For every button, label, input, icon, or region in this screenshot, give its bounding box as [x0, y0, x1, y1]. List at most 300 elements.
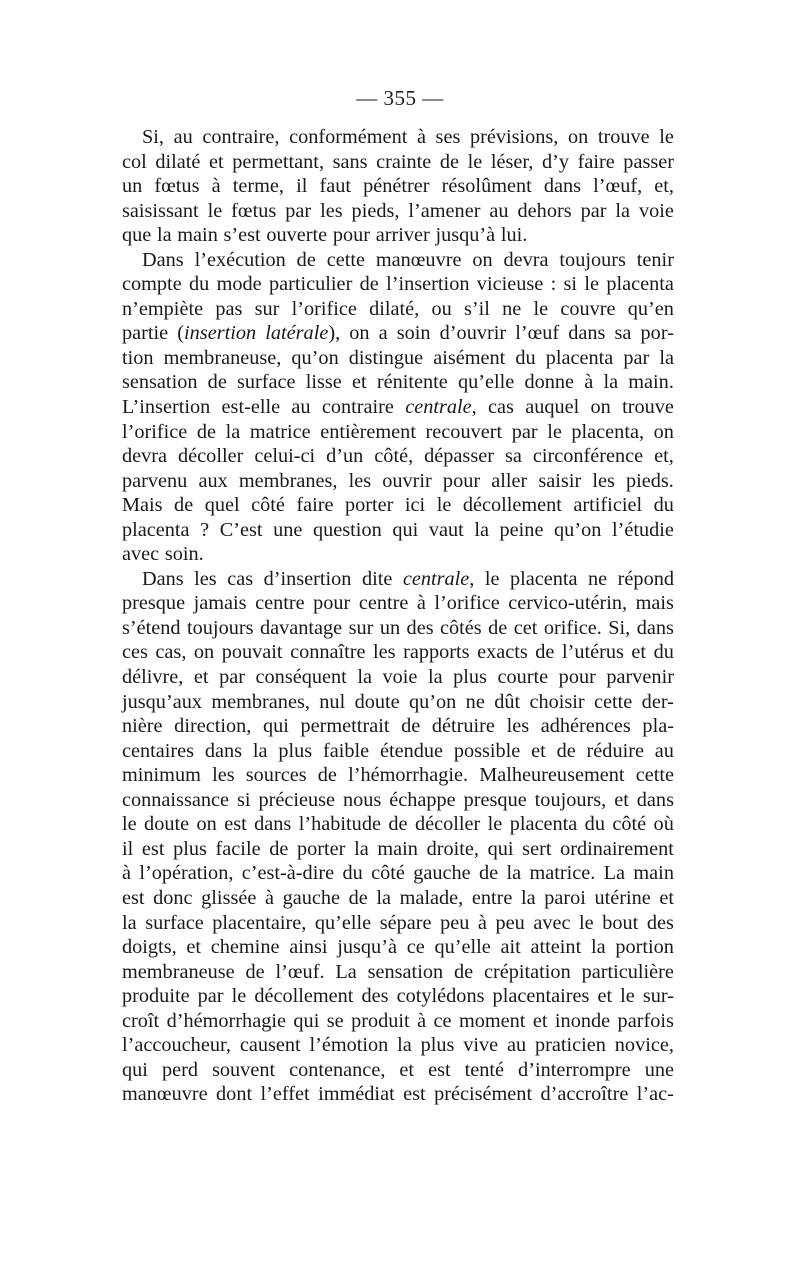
word: contraire,	[202, 126, 280, 148]
word: jamais	[193, 592, 247, 615]
text-line	[122, 248, 674, 273]
word: les	[212, 764, 235, 787]
text-line	[122, 199, 674, 224]
word: de	[453, 960, 474, 983]
word: connaître	[290, 641, 366, 664]
word: dans	[204, 739, 243, 762]
word: la	[225, 420, 241, 443]
word: du	[342, 862, 363, 885]
word: le	[231, 985, 247, 1008]
word: peine	[499, 518, 544, 541]
word: voie	[382, 666, 418, 689]
word: précisément	[434, 1083, 533, 1106]
word: ?	[200, 518, 210, 541]
word: précieuse	[258, 788, 336, 811]
text-line	[122, 739, 674, 764]
text-line	[122, 346, 674, 371]
word: des	[361, 985, 389, 1008]
word: se	[326, 1009, 344, 1032]
text-line	[122, 861, 674, 886]
word: par	[197, 985, 224, 1008]
word: le	[579, 911, 594, 934]
word: devra	[122, 445, 168, 468]
word: ou	[431, 297, 452, 320]
word: de	[296, 248, 316, 271]
word: saisissant	[122, 199, 199, 222]
word: sépare	[379, 911, 432, 934]
word: l’émotion	[309, 1034, 389, 1057]
word: recouvert	[425, 420, 503, 443]
word: entre	[471, 886, 513, 909]
word: pas	[215, 297, 243, 320]
word: le	[533, 297, 549, 320]
text-line	[122, 788, 674, 813]
word: côtés	[440, 616, 482, 639]
text-line	[122, 567, 674, 592]
word: porter	[297, 837, 346, 860]
word: du	[189, 273, 210, 296]
word: soin.	[164, 543, 204, 566]
word: ses	[435, 126, 461, 148]
word: plus	[453, 666, 487, 689]
text-line	[122, 960, 674, 985]
word: l’œuf	[515, 322, 560, 345]
text-line	[122, 665, 674, 690]
text-line	[122, 125, 674, 150]
word: au	[489, 199, 509, 222]
word: résolûment	[441, 175, 532, 198]
word: centrale,	[405, 396, 477, 419]
body-text	[122, 125, 674, 1107]
word: côté	[371, 862, 405, 885]
word: membranes,	[238, 469, 338, 492]
word: centrale,	[402, 567, 475, 590]
word: qu’elle	[434, 936, 491, 959]
word: perd	[161, 1058, 198, 1081]
word: les	[506, 715, 530, 738]
word: l’opération,	[139, 862, 234, 885]
word: s’il	[463, 297, 490, 320]
word: voie	[639, 199, 674, 222]
word: centre	[358, 592, 409, 615]
word: côté	[612, 813, 647, 836]
word: celui-ci	[254, 445, 316, 468]
word: lui.	[500, 224, 528, 247]
word: aller	[491, 469, 528, 492]
word: placenta	[509, 813, 578, 836]
word: par	[219, 666, 245, 689]
word: devra	[503, 248, 549, 271]
text-line	[122, 297, 674, 322]
word: l’amener	[408, 199, 481, 222]
word: nous	[342, 788, 382, 811]
word: à	[122, 862, 132, 885]
word: la	[427, 666, 443, 689]
word: côté,	[374, 445, 414, 468]
word: du	[653, 641, 674, 664]
word: exacts	[477, 641, 528, 664]
text-line	[122, 370, 674, 395]
word: qui	[392, 518, 419, 541]
word: dans	[568, 322, 606, 345]
text-line	[122, 395, 674, 420]
word: la	[357, 666, 372, 689]
word: l’habitude	[298, 813, 381, 836]
word: si	[563, 273, 578, 296]
word: ouverte	[266, 224, 328, 247]
word: cas	[488, 396, 514, 419]
word: placenta	[509, 567, 578, 590]
word: circonférence	[532, 445, 644, 468]
word: répond	[617, 567, 674, 590]
word: produit	[351, 1009, 410, 1032]
word: placentaire,	[212, 911, 307, 934]
word: main	[633, 862, 674, 885]
word: L’insertion	[122, 396, 211, 419]
word: trouve	[622, 396, 674, 419]
word: jusqu’aux	[122, 690, 202, 713]
word: trouve	[597, 126, 650, 148]
word: centre	[255, 592, 305, 615]
word: le	[659, 126, 674, 148]
word: ouvrir	[382, 469, 432, 492]
word: au	[291, 396, 311, 419]
word: glissée	[201, 886, 257, 909]
word: dans	[636, 616, 674, 639]
word: vive	[463, 1034, 499, 1057]
word: distingue	[348, 346, 424, 369]
word: ici	[404, 494, 426, 517]
word: à	[584, 371, 594, 394]
word: bout	[602, 911, 639, 934]
word: la	[590, 936, 606, 959]
page-number: — 355 —	[356, 86, 444, 110]
word: nul	[319, 690, 346, 713]
text-line	[122, 591, 674, 616]
word: s’étend	[122, 616, 181, 639]
word: conformément	[289, 126, 408, 148]
word: on	[590, 396, 611, 419]
word: la	[122, 911, 137, 934]
word: le	[467, 150, 483, 173]
word: à	[211, 175, 221, 198]
word: à	[416, 126, 426, 148]
word: Si,	[142, 126, 164, 148]
word: permettant,	[232, 150, 325, 173]
word: presque	[463, 788, 527, 811]
word: dite	[361, 567, 393, 590]
word: un	[122, 175, 143, 198]
word: d’y	[541, 150, 569, 173]
word: jusqu’à	[337, 936, 397, 959]
word: ordinairement	[560, 837, 674, 860]
word: partie	[122, 322, 169, 345]
word: détruire	[431, 715, 495, 738]
word: si	[236, 788, 251, 811]
text-line	[122, 493, 674, 518]
word: d’ouvrir	[439, 322, 507, 345]
word: avec	[122, 543, 160, 566]
word: latérale),	[265, 322, 341, 345]
word: et	[532, 1009, 548, 1032]
word: les	[194, 567, 217, 590]
word: plus	[278, 739, 313, 762]
word: qui	[293, 1009, 320, 1032]
word: au	[507, 1034, 527, 1057]
word: jusqu’à	[435, 224, 496, 247]
text-line	[122, 518, 674, 543]
word: contraire	[321, 396, 394, 419]
word: qui	[122, 1058, 148, 1081]
word: produite	[122, 985, 190, 1008]
word: adhérences	[540, 715, 631, 738]
word: pouvait	[221, 641, 283, 664]
word: est	[122, 886, 145, 909]
word: un	[379, 616, 401, 639]
word: parfois	[617, 1009, 674, 1032]
word: décollement	[462, 494, 562, 517]
word: délivre,	[122, 666, 184, 689]
word: matrice.	[529, 862, 596, 885]
word: le	[584, 273, 599, 296]
word: terme,	[232, 175, 284, 198]
word: à	[416, 592, 426, 615]
word: tenté	[464, 1058, 505, 1081]
word: la	[156, 224, 172, 247]
word: qu’on	[408, 690, 457, 713]
word: le	[487, 813, 503, 836]
text-line	[122, 690, 674, 715]
word: droite,	[426, 837, 479, 860]
word: direction,	[174, 715, 252, 738]
word: peu	[495, 911, 525, 934]
word: malade,	[399, 886, 464, 909]
word: de	[196, 420, 217, 443]
text-line	[122, 174, 674, 199]
word: La	[603, 862, 626, 885]
word: dépasser	[424, 445, 494, 468]
word: fœtus	[231, 199, 277, 222]
word: Dans	[142, 567, 184, 590]
word: croît	[122, 1009, 160, 1032]
word: de	[269, 837, 289, 860]
word: praticien	[535, 1034, 606, 1057]
word: est	[224, 813, 247, 836]
word: le	[207, 199, 223, 222]
word: sur	[348, 616, 374, 639]
word: la	[520, 886, 536, 909]
word: toujours,	[534, 788, 607, 811]
word: échappe	[389, 788, 456, 811]
word: est-elle	[221, 396, 281, 419]
word: couvre	[560, 297, 616, 320]
text-line	[122, 886, 674, 911]
word: de	[439, 150, 460, 173]
word: rénitente	[376, 371, 448, 394]
word: de	[478, 862, 499, 885]
word: passer	[623, 150, 674, 173]
word: qu’on	[554, 518, 602, 541]
word: que	[122, 224, 152, 247]
word: on	[349, 322, 370, 345]
word: l’accoucheur,	[122, 1034, 231, 1057]
word: d’interrompre	[518, 1058, 631, 1081]
word: C’est	[219, 518, 263, 541]
text-line	[122, 1082, 674, 1107]
word: saisir	[538, 469, 582, 492]
word: mais	[635, 592, 674, 615]
word: par	[285, 199, 312, 222]
word: à	[477, 911, 487, 934]
word: novice,	[614, 1034, 674, 1057]
word: cet	[513, 616, 538, 639]
word: pour	[332, 224, 371, 247]
word: quel	[204, 494, 240, 517]
word: placentaires	[492, 985, 590, 1008]
word: le	[436, 494, 452, 517]
text-line	[122, 911, 674, 936]
word: et	[399, 1058, 415, 1081]
word: qu’elle	[314, 911, 372, 934]
word: la	[603, 371, 619, 394]
word: cette	[594, 690, 633, 713]
word: au	[173, 126, 193, 148]
word: crépitation	[483, 960, 571, 983]
word: :	[550, 273, 557, 296]
word: manœuvre	[375, 248, 462, 271]
word: sur	[254, 297, 280, 320]
word: manœuvre	[122, 1083, 208, 1106]
word: minimum	[122, 764, 201, 787]
text-line	[122, 542, 674, 567]
word: ce	[433, 1009, 452, 1032]
word: chemine	[210, 936, 280, 959]
word: on	[653, 420, 674, 443]
word: gauche	[413, 862, 471, 885]
word: tenir	[636, 248, 674, 271]
text-line	[122, 223, 674, 248]
word: crainte	[376, 150, 432, 173]
word: à	[417, 1009, 427, 1032]
word: tion	[122, 346, 154, 369]
word: placenta	[122, 518, 190, 541]
word: dans	[543, 175, 582, 198]
word: faire	[296, 494, 334, 517]
word: placenta	[545, 346, 614, 369]
word: de	[488, 616, 508, 639]
word: pieds.	[625, 469, 674, 492]
word: au	[654, 739, 674, 762]
word: de	[556, 739, 576, 762]
word: doute	[144, 813, 190, 836]
word: compte	[122, 273, 182, 296]
word: de	[359, 273, 379, 296]
word: décoller	[414, 813, 481, 836]
text-line	[122, 640, 674, 665]
word: les	[592, 469, 615, 492]
word: l’ac-	[636, 1083, 674, 1106]
word: davantage	[259, 616, 343, 639]
word: porter	[345, 494, 394, 517]
word: mode	[216, 273, 262, 296]
word: l’orifice	[291, 297, 357, 320]
word: d’un	[326, 445, 364, 468]
word: Si,	[608, 616, 631, 639]
text-line	[122, 444, 674, 469]
word: on	[196, 813, 217, 836]
word: col	[122, 150, 147, 173]
word: est	[428, 1058, 451, 1081]
word: Malheureusement	[479, 764, 625, 787]
word: membraneuse,	[163, 346, 282, 369]
word: on	[472, 248, 493, 271]
word: de	[207, 371, 227, 394]
word: et	[614, 788, 629, 811]
word: de	[174, 494, 194, 517]
word: dont	[216, 1083, 253, 1106]
word: parvenir	[606, 666, 674, 689]
word: sensation	[367, 960, 444, 983]
word: soin	[396, 322, 431, 345]
word: doute	[354, 690, 400, 713]
word: surface	[237, 371, 296, 394]
word: moment	[458, 1009, 526, 1032]
word: s’est	[223, 224, 261, 247]
word: et	[597, 985, 613, 1008]
word: pénétrer	[363, 175, 430, 198]
word: cervico-utérin,	[508, 592, 628, 615]
word: de	[401, 715, 421, 738]
word: cas,	[155, 641, 187, 664]
word: dehors	[517, 199, 572, 222]
word: la	[615, 199, 631, 222]
word: ne	[465, 690, 485, 713]
word: fœtus	[154, 175, 200, 198]
word: il	[122, 837, 134, 860]
word: atteint	[530, 936, 582, 959]
word: qu’on	[291, 346, 339, 369]
word: matrice	[249, 420, 311, 443]
word: n’empiète	[122, 297, 204, 320]
word: à	[264, 886, 274, 909]
word: côté	[251, 494, 285, 517]
word: inonde	[554, 1009, 611, 1032]
word: toujours	[559, 248, 626, 271]
word: l’orifice	[122, 420, 188, 443]
word: contenance,	[289, 1058, 386, 1081]
word: membranes,	[211, 690, 310, 713]
word: et	[531, 739, 546, 762]
text-line	[122, 984, 674, 1009]
word: par	[623, 346, 650, 369]
text-line	[122, 812, 674, 837]
word: sa	[504, 445, 522, 468]
word: étendue	[379, 739, 444, 762]
word: l’insertion	[386, 273, 470, 296]
word: la	[354, 837, 369, 860]
word: avec	[533, 911, 571, 934]
word: plus	[420, 1034, 455, 1057]
word: et	[209, 150, 224, 173]
word: sa	[614, 322, 632, 345]
word: a	[378, 322, 388, 345]
word: on	[193, 641, 215, 664]
word: souvent	[212, 1058, 276, 1081]
word: choisir	[529, 690, 585, 713]
text-line	[122, 321, 674, 346]
text-line	[122, 1033, 674, 1058]
word: et	[186, 936, 202, 959]
